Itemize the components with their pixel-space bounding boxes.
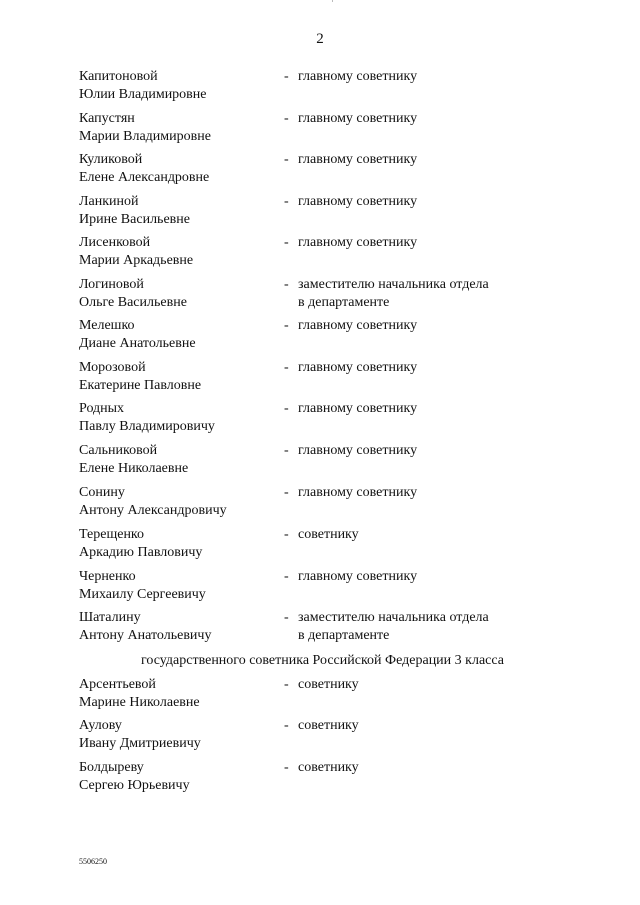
position-text: советнику: [298, 760, 359, 775]
dash-separator: -: [284, 443, 289, 458]
position-text: главному советнику: [298, 111, 418, 126]
dash-separator: -: [284, 69, 289, 84]
dash-separator: -: [284, 610, 289, 625]
surname-text: Болдыреву: [79, 760, 144, 775]
given-name-text: Антону Анатольевичу: [79, 628, 212, 643]
surname-text: Логиновой: [79, 277, 144, 292]
surname-text: Сонину: [79, 485, 125, 500]
position-text: советнику: [298, 677, 359, 692]
surname-text: Терещенко: [79, 527, 145, 542]
given-name-text: Юлии Владимировне: [79, 87, 207, 102]
given-name-text: Антону Александровичу: [79, 503, 227, 518]
position-text: главному советнику: [298, 194, 418, 209]
position-text: главному советнику: [298, 569, 418, 584]
surname-text: Шаталину: [79, 610, 141, 625]
given-name-text: Аркадию Павловичу: [79, 545, 203, 560]
surname-text: Ланкиной: [79, 194, 139, 209]
given-name-text: Екатерине Павловне: [79, 378, 202, 393]
dash-separator: -: [284, 235, 289, 250]
position-text-line2: в департаменте: [298, 628, 390, 643]
position-text: главному советнику: [298, 69, 418, 84]
dash-separator: -: [284, 318, 289, 333]
given-name-text: Марии Аркадьевне: [79, 253, 194, 268]
given-name-text: Ирине Васильевне: [79, 212, 190, 227]
position-text: заместителю начальника отдела: [298, 277, 489, 292]
dash-separator: -: [284, 718, 289, 733]
dash-separator: -: [284, 277, 289, 292]
dash-separator: -: [284, 677, 289, 692]
given-name-text: Павлу Владимировичу: [79, 419, 215, 434]
given-name-text: Марии Владимировне: [79, 129, 211, 144]
surname-text: Сальниковой: [79, 443, 158, 458]
surname-text: Капустян: [79, 111, 135, 126]
section-heading: государственного советника Российской Федерации 3 класса: [141, 653, 504, 668]
surname-text: Черненко: [79, 569, 136, 584]
position-text: заместителю начальника отдела: [298, 610, 489, 625]
position-text: главному советнику: [298, 401, 418, 416]
surname-text: Куликовой: [79, 152, 143, 167]
dash-separator: -: [284, 111, 289, 126]
dash-separator: -: [284, 401, 289, 416]
surname-text: Родных: [79, 401, 125, 416]
position-text: советнику: [298, 527, 359, 542]
surname-text: Аулову: [79, 718, 122, 733]
dash-separator: -: [284, 485, 289, 500]
position-text: главному советнику: [298, 443, 418, 458]
given-name-text: Елене Николаевне: [79, 461, 189, 476]
given-name-text: Ивану Дмитриевичу: [79, 736, 201, 751]
surname-text: Лисенковой: [79, 235, 151, 250]
given-name-text: Сергею Юрьевичу: [79, 778, 190, 793]
position-text: главному советнику: [298, 235, 418, 250]
given-name-text: Марине Николаевне: [79, 695, 200, 710]
dash-separator: -: [284, 194, 289, 209]
document-code: 5506250: [79, 857, 107, 866]
given-name-text: Елене Александровне: [79, 170, 210, 185]
surname-text: Морозовой: [79, 360, 146, 375]
dash-separator: -: [284, 360, 289, 375]
dash-separator: -: [284, 527, 289, 542]
surname-text: Капитоновой: [79, 69, 158, 84]
position-text: главному советнику: [298, 318, 418, 333]
position-text-line2: в департаменте: [298, 295, 390, 310]
dash-separator: -: [284, 760, 289, 775]
position-text: главному советнику: [298, 360, 418, 375]
given-name-text: Ольге Васильевне: [79, 295, 187, 310]
dash-separator: -: [284, 569, 289, 584]
given-name-text: Диане Анатольевне: [79, 336, 196, 351]
surname-text: Мелешко: [79, 318, 135, 333]
dash-separator: -: [284, 152, 289, 167]
given-name-text: Михаилу Сергеевичу: [79, 587, 206, 602]
position-text: главному советнику: [298, 485, 418, 500]
page-number: 2: [316, 31, 324, 47]
position-text: главному советнику: [298, 152, 418, 167]
position-text: советнику: [298, 718, 359, 733]
surname-text: Арсентьевой: [79, 677, 156, 692]
scan-mark: [332, 0, 333, 2]
